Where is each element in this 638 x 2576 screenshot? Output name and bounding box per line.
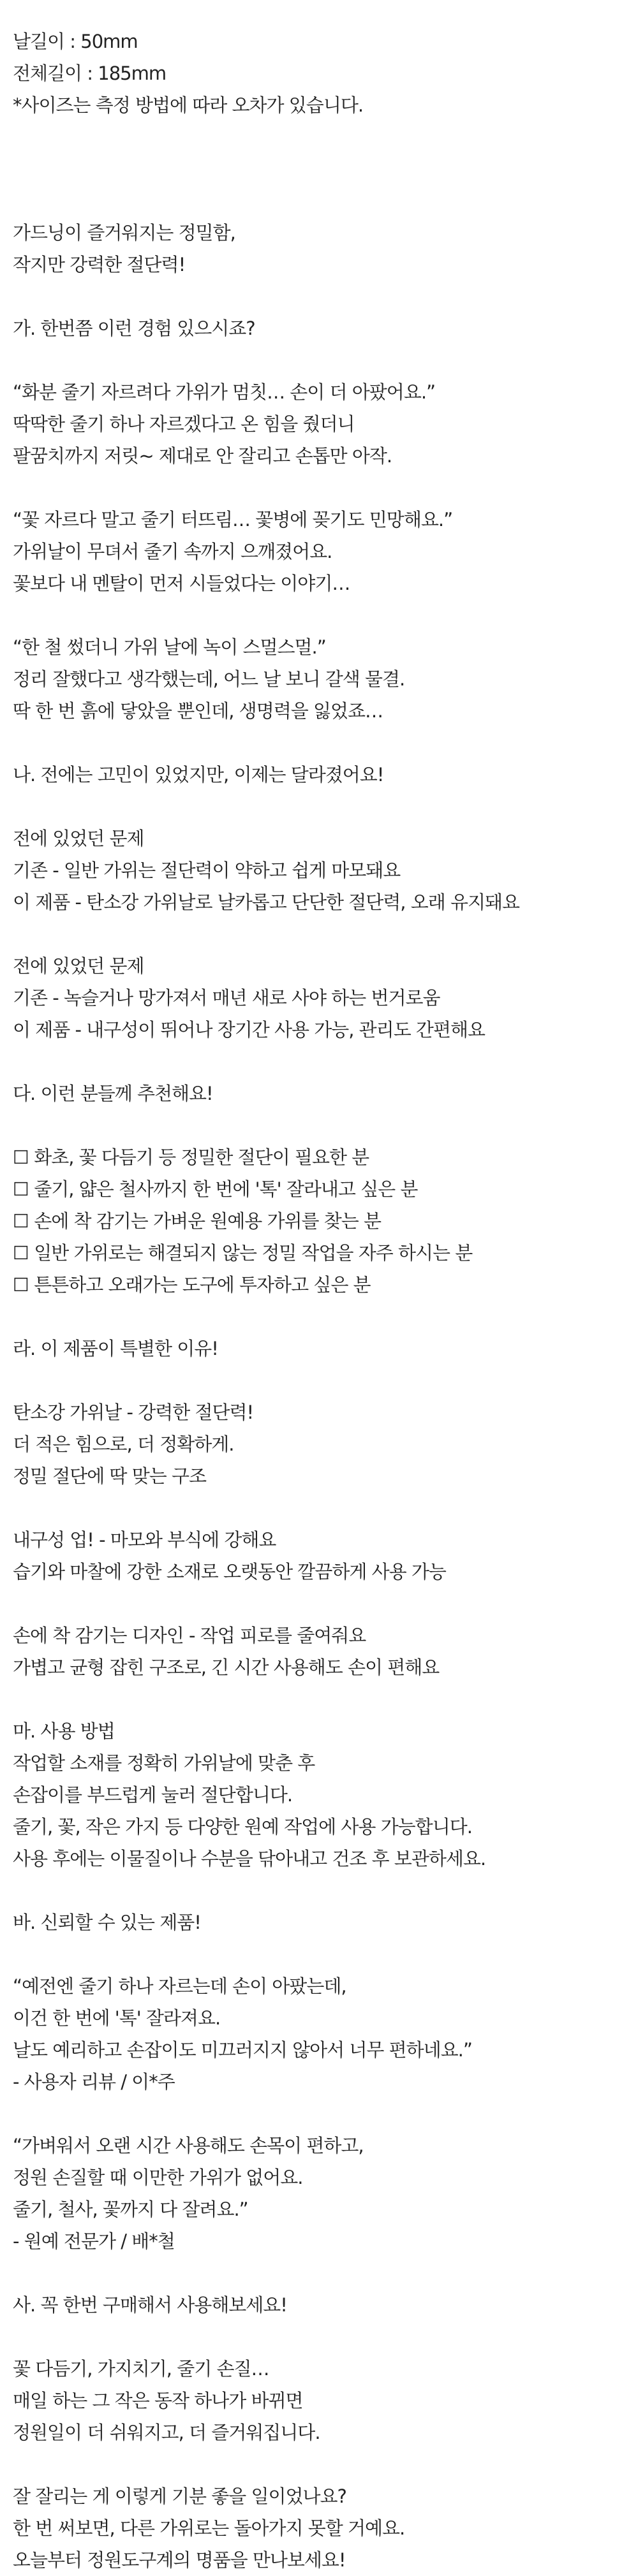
experience-quote [13,631,625,727]
feature-line: 습기와 마찰에 강한 소재로 오랫동안 깔끔하게 사용 가능 [13,1561,446,1583]
feature-line: 탄소강 가위날 - 강력한 절단력! [13,1401,254,1423]
section-title: 가. 한번쯤 이런 경험 있으시죠? [13,318,255,339]
review-block [13,2130,625,2257]
closing-line: 꽃 다듬기, 가지치기, 줄기 손질… [13,2358,269,2380]
specs-block [13,26,625,121]
checklist-item: ☐ 손에 착 감기는 가벼운 원예용 가위를 찾는 분 [13,1210,381,1232]
feature-line: 더 적은 힘으로, 더 정확하게. [13,1433,234,1455]
closing-block [13,2480,625,2576]
review-line: 이건 한 번에 '톡' 잘라져요. [13,2007,221,2029]
section-closing [13,2289,625,2576]
review-line: 정원 손질할 때 이만한 가위가 없어요. [13,2167,303,2188]
comparison-block [13,823,625,918]
quote-line: 정리 잘했다고 생각했는데, 어느 날 보니 갈색 물결. [13,668,405,690]
quote-line: 가위날이 무뎌서 줄기 속까지 으깨졌어요. [13,541,332,562]
comparison-block [13,950,625,1046]
feature-line: 가볍고 균형 잡힌 구조로, 긴 시간 사용해도 손이 편해요 [13,1657,440,1678]
review-block [13,1970,625,2098]
usage-line: 줄기, 꽃, 작은 가지 등 다양한 원예 작업에 사용 가능합니다. [13,1816,472,1838]
closing-line: 한 번 써보면, 다른 가위로는 돌아가지 못할 거예요. [13,2517,405,2539]
quote-line: 팔꿈치까지 저릿~ 제대로 안 잘리고 손톱만 아작. [13,445,392,467]
section-title: 라. 이 제품이 특별한 이유! [13,1338,218,1359]
feature-block [13,1396,625,1492]
intro-block [13,217,625,281]
section-usage [13,1715,625,1875]
quote-line: “한 철 썼더니 가위 날에 녹이 스멀스멀.” [13,636,326,658]
section-title: 나. 전에는 고민이 있었지만, 이제는 달라졌어요! [13,764,384,786]
total-length-spec: 전체길이 : 185mm [13,62,167,84]
review-author: - 원예 전문가 / 배*철 [13,2230,175,2252]
closing-line: 매일 하는 그 작은 동작 하나가 바뀌면 [13,2390,303,2411]
feature-block [13,1524,625,1588]
section-experience [13,312,625,727]
usage-line: 사용 후에는 이물질이나 수분을 닦아내고 건조 후 보관하세요. [13,1848,486,1870]
comparison-line: 기존 - 녹슬거나 망가져서 매년 새로 사야 하는 번거로움 [13,987,440,1009]
review-line: “가벼워서 오랜 시간 사용해도 손목이 편하고, [13,2135,364,2156]
usage-line: 작업할 소재를 정확히 가위날에 맞춘 후 [13,1752,315,1774]
checklist-item: ☐ 줄기, 얇은 철사까지 한 번에 '톡' 잘라내고 싶은 분 [13,1178,418,1200]
closing-block [13,2353,625,2448]
feature-block [13,1620,625,1683]
closing-line: 정원일이 더 쉬워지고, 더 즐거워집니다. [13,2422,320,2443]
review-author: - 사용자 리뷰 / 이*주 [13,2071,175,2093]
review-line: 날도 예리하고 손잡이도 미끄러지지 않아서 너무 편하네요.” [13,2039,472,2061]
section-title: 바. 신뢰할 수 있는 제품! [13,1912,201,1933]
checklist-item: ☐ 튼튼하고 오래가는 도구에 투자하고 싶은 분 [13,1274,371,1296]
review-line: 줄기, 철사, 꽃까지 다 잘려요.” [13,2199,248,2220]
review-line: “예전엔 줄기 하나 자르는데 손이 아팠는데, [13,1975,346,1997]
quote-line: “꽃 자르다 말고 줄기 터뜨림… 꽃병에 꽂기도 민망해요.” [13,509,453,531]
section-title: 마. 사용 방법 [13,1720,115,1742]
closing-line: 오늘부터 정원도구계의 명품을 만나보세요! [13,2549,346,2571]
size-note: *사이즈는 측정 방법에 따라 오차가 있습니다. [13,94,364,116]
comparison-line: 이 제품 - 내구성이 뛰어나 장기간 사용 가능, 관리도 간편해요 [13,1019,485,1041]
intro-line: 가드닝이 즐거워지는 정밀함, [13,222,235,244]
quote-line: “화분 줄기 자르려다 가위가 멈칫… 손이 더 아팠어요.” [13,381,436,403]
blade-length-spec: 날길이 : 50mm [13,31,138,52]
section-before-after [13,759,625,1046]
section-special [13,1333,625,1683]
quote-line: 꽃보다 내 멘탈이 먼저 시들었다는 이야기… [13,573,350,594]
section-reviews [13,1906,625,2257]
feature-line: 정밀 절단에 딱 맞는 구조 [13,1465,207,1487]
quote-line: 딱딱한 줄기 하나 자르겠다고 온 힘을 줬더니 [13,413,355,435]
checklist-item: ☐ 일반 가위로는 해결되지 않는 정밀 작업을 자주 하시는 분 [13,1242,473,1264]
experience-quote [13,376,625,472]
comparison-line: 이 제품 - 탄소강 가위날로 날카롭고 단단한 절단력, 오래 유지돼요 [13,891,520,913]
usage-line: 손잡이를 부드럽게 눌러 절단합니다. [13,1784,293,1806]
feature-line: 손에 착 감기는 디자인 - 작업 피로를 줄여줘요 [13,1625,366,1646]
closing-line: 잘 잘리는 게 이렇게 기분 좋을 일이었나요? [13,2485,346,2507]
feature-line: 내구성 업! - 마모와 부식에 강해요 [13,1529,276,1551]
intro-line: 작지만 강력한 절단력! [13,254,186,275]
checklist-item: ☐ 화초, 꽃 다듬기 등 정밀한 절단이 필요한 분 [13,1146,369,1168]
comparison-line: 전에 있었던 문제 [13,955,144,977]
section-title: 사. 꼭 한번 구매해서 사용해보세요! [13,2294,287,2316]
experience-quote [13,504,625,599]
quote-line: 딱 한 번 흙에 닿았을 뿐인데, 생명력을 잃었죠… [13,700,383,722]
comparison-line: 전에 있었던 문제 [13,828,144,849]
section-recommend [13,1078,625,1301]
section-title: 다. 이런 분들께 추천해요! [13,1083,213,1104]
comparison-line: 기존 - 일반 가위는 절단력이 약하고 쉽게 마모돼요 [13,860,401,881]
